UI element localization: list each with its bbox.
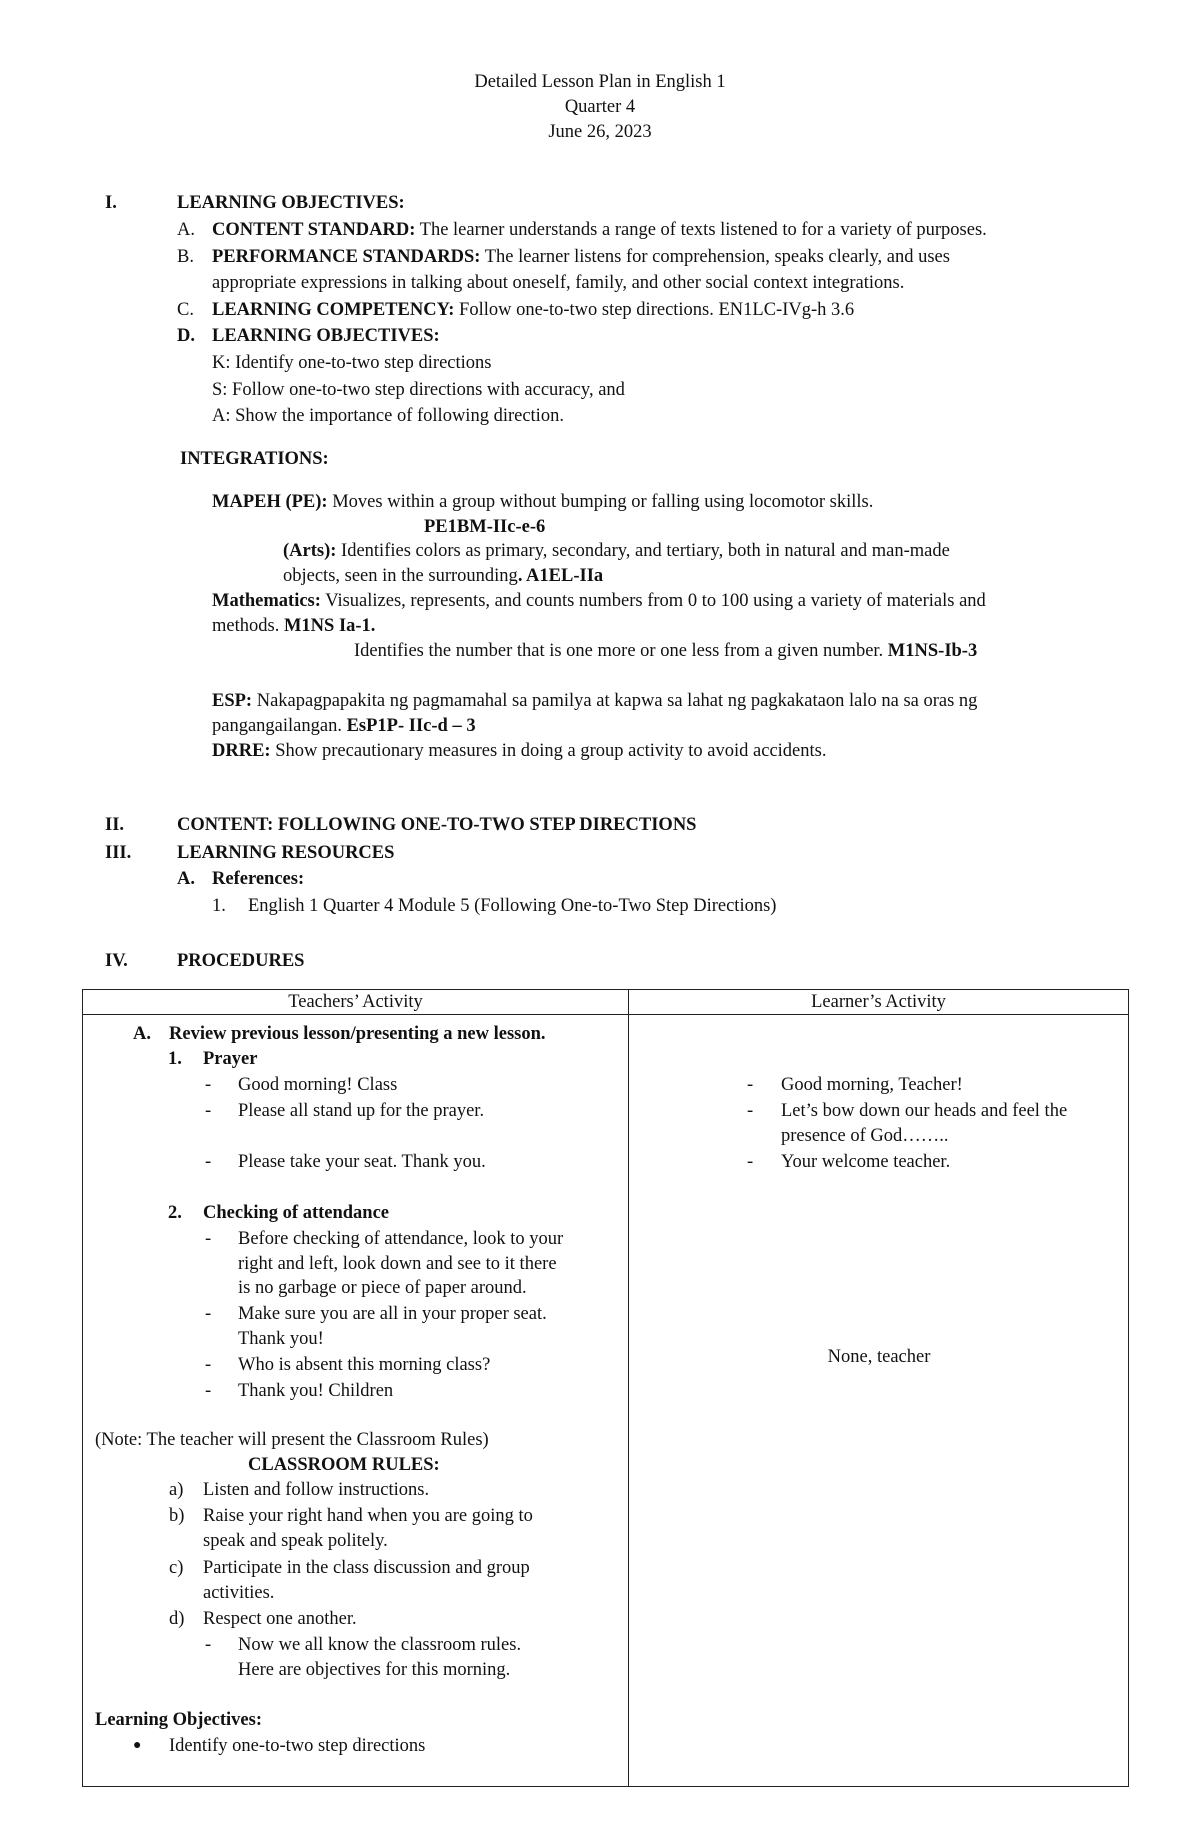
performance-standards-text: The learner listens for comprehension, speaks clearly, and uses: [480, 247, 950, 267]
arts-label: (Arts):: [283, 541, 337, 561]
content-standard-label: CONTENT STANDARD:: [212, 220, 416, 240]
item-d-letter: D.: [177, 326, 195, 346]
section-3-numeral: III.: [105, 843, 132, 863]
rule-marker: c): [169, 1558, 184, 1578]
integration-math-2: [354, 638, 977, 664]
section-3-title: LEARNING RESOURCES: [177, 843, 395, 863]
bullet-icon: ●: [133, 1738, 142, 1753]
integration-arts: [283, 538, 950, 564]
section-1-title: LEARNING OBJECTIVES:: [177, 193, 405, 213]
learner-prayer-2: presence of God……..: [781, 1126, 949, 1146]
dash: -: [747, 1101, 754, 1121]
section-2-numeral: II.: [105, 815, 125, 835]
math-text: Visualizes, represents, and counts numbers from 0 to 100 using a variety of materials and: [320, 591, 986, 611]
proper-seat-2: Thank you!: [238, 1329, 324, 1349]
arts-text-cont: objects, seen in the surrounding: [283, 566, 518, 586]
attendance-instruction-2: right and left, look down and see to it there: [238, 1254, 557, 1274]
dash: -: [205, 1075, 212, 1095]
learning-objectives-sub: [212, 323, 440, 349]
reference-text: English 1 Quarter 4 Module 5 (Following One-to-Two Step Directions): [248, 896, 777, 916]
item-c-letter: C.: [177, 300, 194, 320]
objective-skill: S: Follow one-to-two step directions with accuracy, and: [212, 380, 625, 400]
attendance-instruction-3: is no garbage or piece of paper around.: [238, 1278, 527, 1298]
rule-text-cont: activities.: [203, 1583, 275, 1603]
section-4-numeral: IV.: [105, 951, 128, 971]
teacher-prayer-instruction: Please all stand up for the prayer.: [238, 1101, 485, 1121]
performance-standards-cont: appropriate expressions in talking about oneself, family, and other social context integrations.: [212, 273, 905, 293]
arts-text: Identifies colors as primary, secondary, and tertiary, both in natural and man-made: [336, 541, 950, 561]
integration-esp-cont: [212, 713, 476, 739]
esp-label: ESP:: [212, 691, 253, 711]
procedures-table: [82, 989, 1129, 1787]
content-standard-text: The learner understands a range of texts listened to for a variety of purposes.: [415, 220, 987, 240]
mapeh-text: Moves within a group without bumping or falling using locomotor skills.: [327, 492, 874, 512]
integration-arts-cont: [283, 563, 603, 589]
learning-competency-text: Follow one-to-two step directions. EN1LC-IVg-h 3.6: [454, 300, 855, 320]
dash: -: [205, 1355, 212, 1375]
references-title: References:: [212, 869, 305, 889]
objective-attitude: A: Show the importance of following direction.: [212, 406, 564, 426]
learners-activity-header: Learner’s Activity: [629, 990, 1129, 1015]
document-date: June 26, 2023: [548, 122, 652, 142]
reference-number: 1.: [212, 896, 226, 916]
prayer-title: Prayer: [203, 1049, 258, 1069]
rule-text: Raise your right hand when you are going to: [203, 1506, 533, 1526]
attendance-number: 2.: [168, 1203, 182, 1223]
who-is-absent: Who is absent this morning class?: [238, 1355, 491, 1375]
teacher-greeting: Good morning! Class: [238, 1075, 398, 1095]
learning-competency-label: LEARNING COMPETENCY:: [212, 300, 455, 320]
attendance-instruction-1: Before checking of attendance, look to your: [238, 1229, 564, 1249]
table-header-row: [83, 990, 1129, 1015]
document-quarter: Quarter 4: [564, 97, 636, 117]
review-letter: A.: [133, 1024, 151, 1044]
math-code: M1NS Ia-1.: [283, 616, 376, 636]
learner-attendance-reply: None, teacher: [827, 1347, 931, 1367]
dash: -: [205, 1229, 212, 1249]
integration-math: [212, 588, 986, 614]
dash: -: [205, 1381, 212, 1401]
document-title: Detailed Lesson Plan in English 1: [474, 72, 726, 92]
rule-marker: a): [169, 1480, 184, 1500]
proper-seat-1: Make sure you are all in your proper seat.: [238, 1304, 547, 1324]
thank-you-children: Thank you! Children: [238, 1381, 394, 1401]
section-2-title: CONTENT: FOLLOWING ONE-TO-TWO STEP DIRECTIONS: [177, 815, 697, 835]
math-code-2: M1NS-Ib-3: [887, 641, 978, 661]
dash: -: [747, 1075, 754, 1095]
integration-math-cont: [212, 613, 375, 639]
objective-knowledge: K: Identify one-to-two step directions: [212, 353, 492, 373]
rules-known: Now we all know the classroom rules.: [238, 1635, 522, 1655]
integrations-title: INTEGRATIONS:: [180, 449, 329, 469]
item-b-letter: B.: [177, 247, 194, 267]
integration-mapeh: [212, 489, 873, 515]
section-1-numeral: I.: [105, 193, 117, 213]
arts-code: . A1EL-IIa: [517, 566, 604, 586]
dash: -: [205, 1635, 212, 1655]
dash: -: [205, 1304, 212, 1324]
integration-esp: [212, 688, 977, 714]
section-4-title: PROCEDURES: [177, 951, 305, 971]
rule-text: Participate in the class discussion and group: [203, 1558, 530, 1578]
prayer-number: 1.: [168, 1049, 182, 1069]
mapeh-label: MAPEH (PE):: [212, 492, 328, 512]
references-letter: A.: [177, 869, 195, 889]
objectives-intro: Here are objectives for this morning.: [238, 1660, 511, 1680]
rule-text: Listen and follow instructions.: [203, 1480, 430, 1500]
teacher-take-seat: Please take your seat. Thank you.: [238, 1152, 486, 1172]
integration-drre: [212, 738, 826, 764]
dash: -: [205, 1152, 212, 1172]
item-a-letter: A.: [177, 220, 195, 240]
teachers-activity-cell: [83, 1015, 629, 1787]
table-row: [83, 1015, 1129, 1787]
rule-text-cont: speak and speak politely.: [203, 1531, 388, 1551]
learning-objectives-title: Learning Objectives:: [95, 1710, 262, 1730]
esp-text: Nakapagpapakita ng pagmamahal sa pamilya at kapwa sa lahat ng pagkakataon lalo na sa oras ng: [252, 691, 978, 711]
math-label: Mathematics:: [212, 591, 321, 611]
document-header: [0, 70, 1200, 145]
learner-prayer-1: Let’s bow down our heads and feel the: [781, 1101, 1068, 1121]
review-title: Review previous lesson/presenting a new lesson.: [169, 1024, 546, 1044]
rule-text: Respect one another.: [203, 1609, 357, 1629]
classroom-rules-title: CLASSROOM RULES:: [248, 1455, 440, 1475]
esp-code: EsP1P- IIc-d – 3: [346, 716, 476, 736]
mapeh-code: PE1BM-IIc-e-6: [424, 517, 546, 537]
math-text-2: Identifies the number that is one more or one less from a given number.: [354, 641, 888, 661]
drre-label: DRRE:: [212, 741, 271, 761]
learning-objective-item: Identify one-to-two step directions: [169, 1736, 426, 1756]
content-standard: [212, 217, 987, 243]
learner-welcome: Your welcome teacher.: [781, 1152, 951, 1172]
rule-marker: b): [169, 1506, 185, 1526]
performance-standards-label: PERFORMANCE STANDARDS:: [212, 247, 481, 267]
learning-objectives-label: LEARNING OBJECTIVES:: [212, 326, 440, 346]
teachers-activity-header: Teachers’ Activity: [83, 990, 629, 1015]
learners-activity-cell: [629, 1015, 1129, 1787]
classroom-rules-note: (Note: The teacher will present the Classroom Rules): [95, 1430, 489, 1450]
dash: -: [205, 1101, 212, 1121]
esp-text-cont: pangangailangan.: [212, 716, 347, 736]
math-text-cont: methods.: [212, 616, 284, 636]
drre-text: Show precautionary measures in doing a group activity to avoid accidents.: [270, 741, 827, 761]
learner-greeting: Good morning, Teacher!: [781, 1075, 963, 1095]
dash: -: [747, 1152, 754, 1172]
learning-competency: [212, 297, 854, 323]
performance-standards: [212, 244, 950, 270]
rule-marker: d): [169, 1609, 185, 1629]
attendance-title: Checking of attendance: [203, 1203, 390, 1223]
